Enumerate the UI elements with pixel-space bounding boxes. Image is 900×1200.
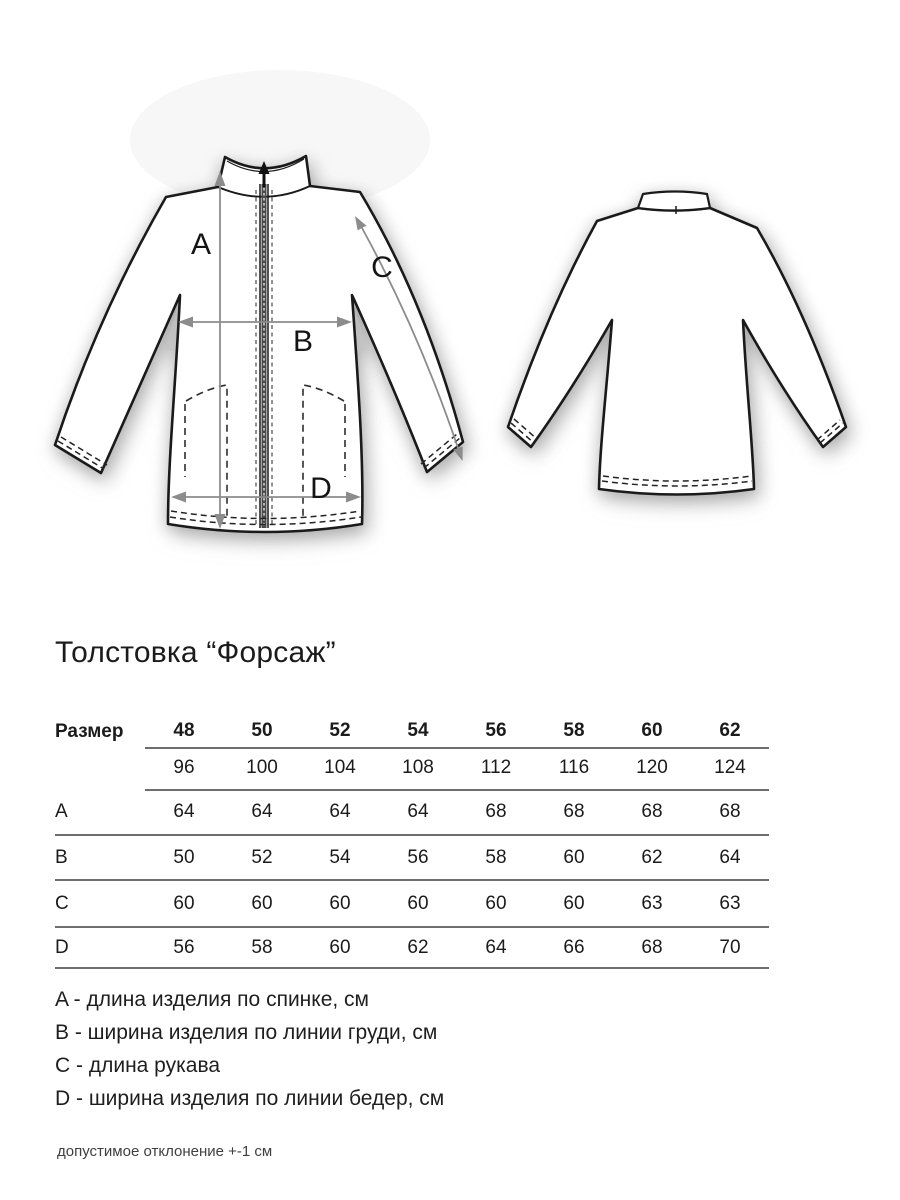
table-header-size-label: Размер (55, 721, 124, 742)
table-cell: 68 (485, 801, 507, 822)
table-cell: 60 (563, 892, 585, 914)
row-label: A (55, 801, 68, 822)
table-cell: 60 (173, 892, 195, 914)
row-label: B (55, 846, 68, 868)
measurements-legend (55, 983, 444, 1115)
table-cell: 60 (251, 892, 273, 914)
table-cell: 112 (480, 757, 512, 778)
table-cell: 52 (251, 846, 273, 868)
size-col-header: 60 (641, 720, 663, 741)
table-cell: 60 (563, 846, 585, 868)
size-col-header: 62 (719, 720, 741, 741)
size-col-header: 54 (407, 720, 429, 741)
table-cell: 104 (324, 757, 356, 778)
table-cell: 68 (563, 801, 585, 822)
size-col-header: 56 (485, 720, 507, 741)
row-label: C (55, 892, 69, 914)
table-cell: 100 (246, 757, 278, 778)
table-cell: 64 (329, 801, 351, 822)
table-cell: 50 (173, 846, 195, 868)
table-cell: 60 (329, 892, 351, 914)
table-cell: 108 (402, 757, 434, 778)
table-cell: 96 (173, 757, 195, 778)
measure-label-b: B (292, 325, 314, 358)
table-row-b (55, 836, 769, 881)
table-cell: 64 (485, 936, 507, 958)
table-cell: 68 (719, 801, 741, 822)
table-cell: 58 (251, 936, 273, 958)
back-view-sketch (508, 192, 846, 495)
legend-item-d: D - ширина изделия по линии бедер, см (55, 1087, 445, 1110)
table-cell: 56 (173, 936, 195, 958)
table-cell: 60 (485, 892, 507, 914)
table-cell: 63 (719, 892, 741, 914)
measure-label-c: C (371, 251, 393, 284)
back-collar (638, 192, 710, 211)
table-cell: 56 (407, 846, 429, 868)
table-row-d (55, 928, 769, 969)
row-label: D (55, 936, 69, 958)
back-outline (508, 208, 846, 495)
size-col-header: 48 (173, 720, 195, 741)
table-header-row (55, 716, 769, 748)
size-col-header: 52 (329, 720, 351, 741)
table-chest-cells (145, 747, 769, 791)
size-col-header: 58 (563, 720, 585, 741)
size-table (55, 716, 769, 969)
legend-item-c: C - длина рукава (55, 1054, 221, 1077)
table-cell: 58 (485, 846, 507, 868)
table-cell: 64 (173, 801, 195, 822)
table-row-a (55, 790, 769, 836)
table-cell: 64 (719, 846, 741, 868)
legend-item-a: A - длина изделия по спинке, см (55, 988, 369, 1011)
table-row-c (55, 881, 769, 928)
tolerance-footnote: допустимое отклонение +-1 см (57, 1143, 273, 1160)
measure-label-a: A (190, 228, 212, 261)
table-cell: 60 (407, 892, 429, 914)
zipper-teeth (262, 184, 267, 528)
table-cell: 54 (329, 846, 351, 868)
legend-item-b: B - ширина изделия по линии груди, см (55, 1021, 438, 1044)
table-cell: 68 (641, 936, 663, 958)
table-cell: 116 (558, 757, 590, 778)
table-cell: 70 (719, 936, 741, 958)
table-header-cells (145, 715, 769, 749)
table-cell: 120 (636, 757, 668, 778)
front-view-sketch (55, 156, 463, 532)
table-cell: 64 (251, 801, 273, 822)
table-cell: 62 (407, 936, 429, 958)
table-cell: 66 (563, 936, 585, 958)
table-cell: 60 (329, 936, 351, 958)
page-title: Толстовка “Форсаж” (55, 636, 336, 669)
table-chest-row (55, 748, 769, 790)
table-cell: 63 (641, 892, 663, 914)
size-col-header: 50 (251, 720, 273, 741)
table-cell: 62 (641, 846, 663, 868)
table-cell: 64 (407, 801, 429, 822)
table-cell: 68 (641, 801, 663, 822)
front-outline (55, 156, 463, 532)
table-cell: 124 (714, 757, 746, 778)
measure-label-d: D (310, 472, 332, 505)
